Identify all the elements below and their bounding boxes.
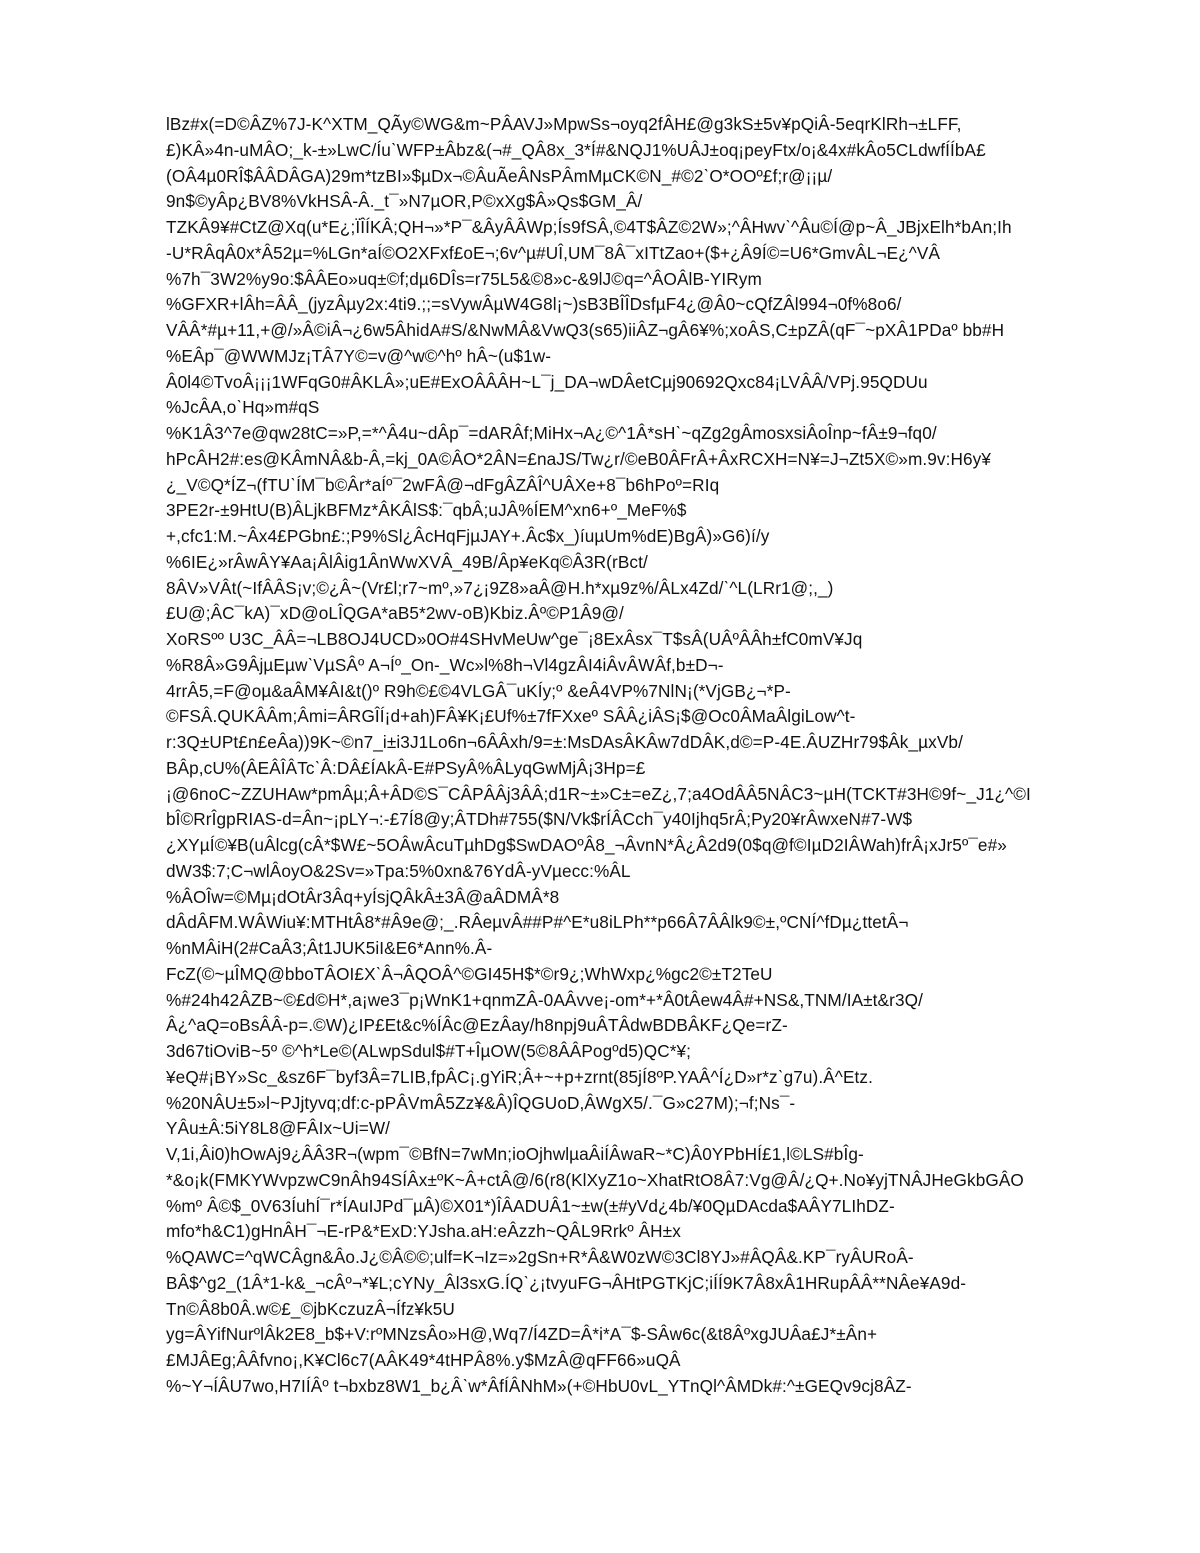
- text-line: r:3Q±UPt£n£eÂa))9K~©n7_i±i3J1Lo6n¬6ÂÂxh/9=±:MsDAsÂKÂw7dDÂK,d©=P-4E.ÂUZHr79$Âk_µxVb/: [166, 732, 963, 752]
- text-line: ¿_V©Q*ÍZ¬(fTUˋÍM¯b©Âr*aÍº¯2wFÂ@¬dFgÂZÂÎ^UÂXe+8¯b6hPoº=RIq: [166, 474, 720, 495]
- text-line: %GFXR+lÂh=ÂÂ_(jyzÂµy2x:4ti9.;;=sVywÂµW4G8l¡~)sB3BÎÎDsfµF4¿@Â0~cQfZÂl994¬0f%8o6/: [166, 294, 902, 315]
- text-line: lBz#x(=D©ÂZ%7J-K^XTM_QÃy©WG&m~PÂAVJ»MpwSs¬oyq2fÂH£@g3kS±5v¥pQiÂ-5eqrKlRh¬±LFF,: [166, 114, 962, 134]
- text-line: %~Y¬ÍÂU7wo,H7IÍÂº t¬bxbz8W1_b¿Âˋw*ÂfÍÂNhM»(+©HbU0vL_YTnQl^ÂMDk#:^±GEQv9cj8ÂZ-: [166, 1375, 912, 1396]
- text-line: ¡@6noC~ZZUHAw*pmÂµ;Â+ÂD©S¯CÂPÂÂj3ÂÂ;d1R~±»C±=eZ¿,7;a4OdÂÂ5NÂC3~µH(TCKT#3H©9f~_J1¿^©I: [166, 783, 1031, 804]
- text-line: ¿XYµÍ©¥B(uÂlcg(cÂ*$W£~5OÂwÂcuTµhDg$SwDAOºÂ8_¬ÂvnN*Â¿Â2d9(0$q@f©IµD2IÂWah)frÂ¡xJr5º¯e#»: [166, 835, 1007, 855]
- text-line: Â¿^aQ=oBsÂÂ-p=.©W)¿IP£Et&c%ÍÂc@EzÂay/h8npj9uÂTÂdwBDBÂKF¿Qe=rZ-: [166, 1015, 788, 1036]
- text-line: %JcÂA,oˋHq»m#qS: [166, 397, 320, 418]
- text-line: bÎ©RrÎgpRIAS-d=Ân~¡pLY¬:-£7Í8@y;ÂTDh#755($N/Vk$rÍÂCch¯y40Ijhq5rÂ;Py20¥rÂwxeN#7-W$: [166, 809, 913, 830]
- text-line: FcZ(©~µÎMQ@bboTÂOI£XˋÂ¬ÂQOÂ^©GI45H$*©r9¿;WhWxp¿%gc2©±T2TeU: [166, 963, 773, 984]
- text-line: hPcÂH2#:es@KÂmNÂ&b-Â,=kj_0A©ÂO*2ÂN=£naJS/Tw¿r/©eB0ÂFrÂ+ÂxRCXH=N¥=J¬Zt5X©»m.9v:H6y¥: [166, 448, 991, 469]
- text-line: TZKÂ9¥#CtZ@Xq(u*E¿;ÏÎÍKÂ;QH¬»*P¯&ÂyÂÂWp;Ís9fSÂ,©4T$ÂZ©2W»;^ÂHwvˋ^Âu©Í@p~Â_JBjxElh*bAn;Ih: [166, 217, 1012, 237]
- text-line: BÂp,cU%(ÂEÂÎÂTcˋÂ:DÂ£ÍAkÂ-E#PSyÂ%ÂLyqGwMjÂ¡3Hp=£: [166, 757, 646, 778]
- text-line: 9n$©yÂp¿BV8%VkHSÂ-Â._t¯»N7µOR,P©xXg$Â»Qs$GM_Â/: [166, 191, 643, 212]
- text-line: %6IE¿»rÂwÂY¥Aa¡ÂlÂig1ÂnWwXVÂ_49B/Âp¥eKq©Â3R(rBct/: [166, 551, 648, 572]
- text-line: £U@;ÂC¯kA)¯xD@oLÎQGA*aB5*2wv-oB)Kbiz.Âº©P1Â9@/: [166, 603, 624, 624]
- text-line: %20NÂU±5»l~PJjtyvq;df:c-pPÂVmÂ5Zz¥&Â)ÎQGUoD,ÂWgX5/.¯G»c27M);¬f;Ns¯-: [166, 1092, 796, 1113]
- text-line: £)KÂ»4n-uMÂO;_k-±»LwC/ÍuˋWFP±Âbz&(¬#_QÂ8x_3*Í#&NQJ1%UÂJ±oq¡peyFtx/o¡&4x#kÂo5CLdwfÍÍbA£: [166, 139, 986, 160]
- text-line: %QAWC=^qWCÂgn&Âo.J¿©Â©©;ulf=K¬Iz=»2gSn+R*Â&W0zW©3Cl8YJ»#ÂQÂ&.KP¯ryÂURoÂ-: [166, 1247, 914, 1267]
- text-line: Â0l4©TvoÂ¡¡¡1WFqG0#ÂKLÂ»;uE#ExOÂÂÂH~L¯j_DA¬wDÂetCµj90692Qxc84¡LVÂÂ/VPj.95QDUu: [166, 371, 928, 392]
- text-line: £MJÂEg;ÂÂfvno¡,K¥Cl6c7(AÂK49*4tHPÂ8%.y$MzÂ@qFF66»uQÂ: [166, 1350, 681, 1370]
- text-line: %ÂOÎw=©Mµ¡dOtÂr3Âq+yÍsjQÂkÂ±3Â@aÂDMÂ*8: [166, 886, 560, 907]
- text-line: *&o¡k(FMKYWvpzwC9nÂh94SÍÂx±ºK~Â+ctÂ@/6(r8(KlXyZ1o~XhatRtO8Â7:Vg@Â/¿Q+.No¥yjTNÂJHeGkbGÂO: [166, 1169, 1024, 1190]
- text-line: 8ÂV»VÂt(~IfÂÂS¡v;©¿Â~(Vr£l;r7~mº,»7¿¡9Z8»aÂ@H.h*xµ9z%/ÂLx4Zd/ˋ^L(LRr1@;,_): [166, 577, 834, 598]
- text-line: %EÂp¯@WWMJz¡TÂ7Y©=v@^w©^hº hÂ~(u$1w-: [166, 345, 552, 366]
- text-line: 3d67tiOviB~5º ©^h*Le©(ALwpSdul$#T+ÎµOW(5©8ÂÂPogºd5)QC*¥;: [166, 1041, 692, 1061]
- body-text: [166, 112, 1126, 1400]
- text-line: YÂu±Â:5iY8L8@FÂIx~Ui=W/: [166, 1118, 391, 1139]
- text-line: +,cfc1:M.~Âx4£PGbn£:;P9%Sl¿ÂcHqFjµJAY+.Âc$x_)íuµUm%dE)BgÂ)»G6)í/y: [166, 526, 770, 546]
- text-line: XoRSºº U3C_ÂÂ=¬LB8OJ4UCD»0O#4SHvMeUw^ge¯¡8ExÂsx¯T$sÂ(UÂºÂÂh±fC0mV¥Jq: [166, 629, 863, 649]
- text-line: %mº Â©$_0V63ÍuhÍ¯r*ÍAuIJPd¯µÂ)©X01*)ÎÂADUÂ1~±w(±#yVd¿4b/¥0QµDAcda$AÂY7LIhDZ-: [166, 1195, 895, 1216]
- text-line: V,1i,Âi0)hOwAj9¿ÂÂ3R¬(wpm¯©BfN=7wMn;ioOjhwlµaÂiÍÂwaR~*C)Â0YPbHÍ£1,l©LS#bÎg-: [166, 1144, 864, 1164]
- text-line: %7h¯3W2%y9o:$ÂÂEo»uq±©f;dµ6DÎs=r75L5&©8»c-&9lJ©q=^ÂOÂlB-YIRym: [166, 268, 762, 289]
- text-line: %#24h42ÂZB~©£d©H*,a¡we3¯p¡WnK1+qnmZÂ-0AÂvve¡-om*+*Â0tÂew4Â#+NS&,TNM/IA±t&r3Q/: [166, 989, 923, 1010]
- text-line: BÂ$^g2_(1Â*1-k&_¬cÂº¬*¥L;cYNy_Âl3sxG.ÍQˋ¿¡tvyuFG¬ÂHtPGTKjC;iÍÍ9K7Â8xÂ1HRupÂÂ**NÂe¥A9d-: [166, 1272, 967, 1293]
- text-line: -U*RÂqÂ0x*Â52µ=%LGn*aÍ©O2XFxf£oE¬;6v^µ#UÎ,UM¯8Â¯xITtZao+($+¿Â9Í©=U6*GmvÂL¬E¿^VÂ: [166, 242, 941, 263]
- text-line: yg=ÂYifNurºlÂk2E8_b$+V:rºMNzsÂo»H@,Wq7/Í4ZD=Â*i*A¯$-SÂw6c(&t8ÂºxgJUÂa£J*±Ân+: [166, 1324, 878, 1345]
- text-line: %K1Â3^7e@qw28tC=»P,=*^Â4u~dÂp¯=dARÂf;MiHx¬A¿©^1Â*sHˋ~qZg2gÂmosxsiÂoÎnp~fÂ±9¬fq0/: [166, 423, 937, 443]
- text-line: dW3$:7;C¬wlÂoyO&2Sv=»Tpa:5%0xn&76YdÂ-yVµecc:%ÂL: [166, 860, 631, 881]
- text-line: Tn©Â8b0Â.w©£_©jbKczuzÂ¬Ífz¥k5U: [166, 1298, 455, 1319]
- text-line: mfo*h&C1)gHnÂH¯¬E-rP&*ExD:YJsha.aH:eÂzzh~QÂL9Rrkº ÂH±x: [166, 1221, 681, 1242]
- text-line: (OÂ4µ0RÎ$ÂÂDÂGA)29m*tzBI»$µDx¬©ÂuÃeÂNsPÂmMµCK©N_#©2ˋO*OOº£f;r@¡¡µ/: [166, 165, 833, 186]
- text-line: 3PE2r-±9HtU(B)ÂLjkBFMz*ÂKÂlS$:¯qbÂ;uJÂ%ÍEM^xn6+º_MeF%$: [166, 500, 687, 521]
- text-line: ©FSÂ.QUKÂÂm;Âmi=ÂRGÎÍ¡d+ah)FÂ¥K¡£Uf%±7fFXxeº SÂÂ¿iÂS¡$@Oc0ÂMaÂlgiLow^t-: [166, 706, 856, 727]
- text-line: ¥eQ#¡BY»Sc_&sz6F¯byf3Â=7LIB,fpÂC¡.gYiR;Â+~+p+zrnt(85jÍ8ºP.YAÂ^Í¿D»r*zˋg7u).Â^Etz.: [166, 1066, 873, 1087]
- text-line: 4rrÂ5,=F@oµ&aÂM¥ÂI&t()º R9h©£©4VLGÂ¯uKÍy;º &eÂ4VP%7NlN¡(*VjGB¿¬*P-: [166, 680, 791, 701]
- text-line: %nMÂiH(2#CaÂ3;Ât1JUK5iI&E6*Ann%.Â-: [166, 938, 493, 958]
- text-line: %R8Â»G9ÂjµEµwˋVµSÂº A¬Íº_On-_Wc»l%8h¬Vl4gzÂI4iÂvÂWÂf,b±D¬-: [166, 654, 724, 675]
- text-line: VÂÂ*#µ+11,+@/»Â©iÂ¬¿6w5ÂhidA#S/&NwMÂ&VwQ3(s65)iiÂZ¬gÂ6¥%;xoÂS,C±pZÂ(qF¯~pXÂ1PDaº bb#H: [166, 320, 1005, 340]
- text-line: dÂdÂFM.WÂWiu¥:MTHtÂ8*#Â9e@;_.RÂeµvÂ##P#^E*u8iLPh**p66Â7ÂÂlk9©±,ºCNÍ^fDµ¿ttetÂ¬: [166, 912, 909, 933]
